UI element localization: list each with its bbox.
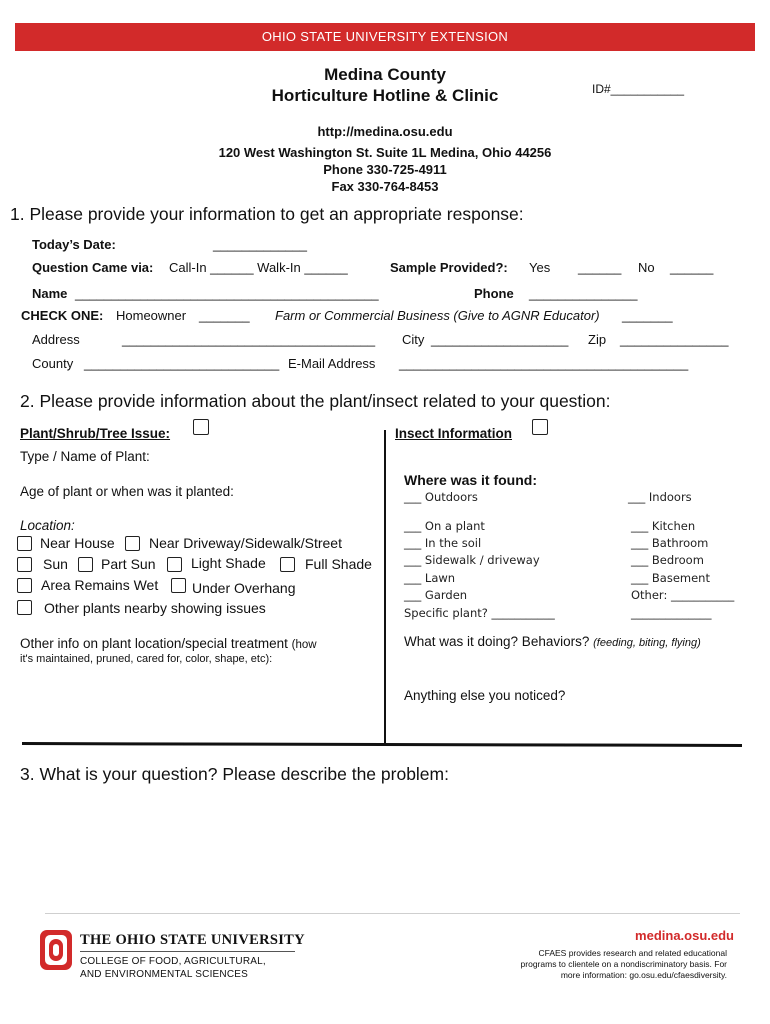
on-plant-option[interactable]: ___ On a plant	[404, 519, 485, 533]
name-label: Name	[32, 286, 68, 301]
behaviors-examples: (feeding, biting, flying)	[593, 637, 701, 649]
sun-checkbox[interactable]	[17, 557, 32, 572]
area-wet-checkbox[interactable]	[17, 578, 32, 593]
plant-issue-checkbox[interactable]	[193, 419, 209, 435]
office-phone: Phone 330-725-4911	[323, 162, 447, 177]
osu-logo-mark	[40, 930, 72, 970]
question-came-label: Question Came via:	[32, 260, 154, 275]
address-field[interactable]: ___________________________________	[122, 332, 376, 347]
sample-no-label: No	[638, 260, 655, 275]
garden-option[interactable]: ___ Garden	[404, 588, 468, 602]
farm-business-label: Farm or Commercial Business (Give to AGNR Educator)	[275, 308, 600, 323]
footer-divider	[45, 913, 740, 914]
office-fax: Fax 330-764-8453	[331, 179, 439, 194]
section2-heading: 2. Please provide information about the plant/insect related to your question:	[20, 391, 611, 411]
behaviors-text: What was it doing? Behaviors?	[404, 634, 590, 649]
insect-info-checkbox[interactable]	[532, 419, 548, 435]
todays-date-field[interactable]: _____________	[213, 237, 307, 252]
bathroom-option[interactable]: ___ Bathroom	[631, 536, 709, 550]
part-sun-label: Part Sun	[101, 556, 156, 572]
homeowner-label: Homeowner	[116, 308, 187, 323]
plant-age-label: Age of plant or when was it planted:	[20, 484, 234, 499]
light-shade-checkbox[interactable]	[167, 557, 182, 572]
disclaimer-line1: CFAES provides research and related educational	[538, 948, 727, 958]
sample-provided-label: Sample Provided?:	[390, 260, 508, 275]
behaviors-label	[404, 634, 701, 649]
outdoors-option[interactable]: ___ Outdoors	[404, 490, 478, 504]
insect-info-label: Insect Information	[395, 426, 513, 441]
full-shade-label: Full Shade	[305, 556, 372, 572]
near-driveway-label: Near Driveway/Sidewalk/Street	[149, 535, 342, 551]
phone-field[interactable]: _______________	[529, 286, 638, 301]
other-location-line[interactable]: ______________	[631, 606, 712, 620]
indoors-option[interactable]: ___ Indoors	[628, 490, 692, 504]
section3-heading: 3. What is your question? Please describe the problem:	[20, 764, 449, 784]
office-address: 120 West Washington St. Suite 1L Medina, Ohio 44256	[218, 145, 552, 160]
other-location-field[interactable]: Other: ___________	[631, 588, 735, 602]
near-driveway-checkbox[interactable]	[125, 536, 140, 551]
in-soil-option[interactable]: ___ In the soil	[404, 536, 482, 550]
extension-banner: OHIO STATE UNIVERSITY EXTENSION	[15, 23, 755, 51]
sun-label: Sun	[43, 556, 68, 572]
title-hotline: Horticulture Hotline & Clinic	[271, 86, 499, 105]
lawn-option[interactable]: ___ Lawn	[404, 571, 456, 585]
other-plants-label: Other plants nearby showing issues	[44, 600, 266, 616]
wordmark-underline	[80, 951, 295, 952]
full-shade-checkbox[interactable]	[280, 557, 295, 572]
college-line2: AND ENVIRONMENTAL SCIENCES	[80, 969, 249, 980]
location-label: Location:	[20, 518, 75, 533]
email-label: E-Mail Address	[288, 356, 376, 371]
sample-yes-label: Yes	[529, 260, 551, 275]
osu-wordmark: THE OHIO STATE UNIVERSITY	[80, 932, 305, 948]
anything-else-label: Anything else you noticed?	[404, 688, 566, 703]
part-sun-checkbox[interactable]	[78, 557, 93, 572]
other-info-paren: (how	[291, 639, 317, 651]
email-field[interactable]: ________________________________________	[399, 356, 689, 371]
plant-issue-label: Plant/Shrub/Tree Issue:	[20, 426, 171, 441]
todays-date-label: Today’s Date:	[32, 237, 116, 252]
specific-plant-field[interactable]: Specific plant? ___________	[404, 606, 555, 620]
under-overhang-checkbox[interactable]	[171, 578, 186, 593]
sidewalk-option[interactable]: ___ Sidewalk / driveway	[404, 553, 540, 567]
check-one-label: CHECK ONE:	[21, 308, 104, 323]
disclaimer-line2: programs to clientele on a nondiscriminatory basis. For	[520, 959, 727, 969]
sample-no-field[interactable]: ______	[670, 260, 714, 275]
other-info-hint: it's maintained, pruned, cared for, color, shape, etc):	[20, 653, 273, 665]
name-field[interactable]: __________________________________________	[75, 286, 379, 301]
other-info-label	[20, 636, 317, 651]
farm-business-field[interactable]: _______	[622, 308, 673, 323]
homeowner-field[interactable]: _______	[199, 308, 250, 323]
near-house-label: Near House	[40, 535, 115, 551]
college-line1: COLLEGE OF FOOD, AGRICULTURAL,	[80, 956, 266, 967]
question-came-options[interactable]: Call-In ______ Walk-In ______	[169, 260, 348, 275]
title-county: Medina County	[324, 65, 446, 84]
city-label: City	[402, 332, 425, 347]
section2-bottom-rule	[22, 742, 742, 746]
county-label: County	[32, 356, 74, 371]
where-found-label: Where was it found:	[404, 472, 537, 488]
near-house-checkbox[interactable]	[17, 536, 32, 551]
footer-site-link[interactable]: medina.osu.edu	[635, 928, 734, 943]
address-label: Address	[32, 332, 80, 347]
basement-option[interactable]: ___ Basement	[631, 571, 710, 585]
plant-type-label: Type / Name of Plant:	[20, 449, 150, 464]
disclaimer-line3: more information: go.osu.edu/cfaesdiversity.	[560, 970, 727, 980]
column-divider	[384, 430, 386, 745]
phone-label: Phone	[474, 286, 514, 301]
sample-yes-field[interactable]: ______	[578, 260, 622, 275]
website-url[interactable]: http://medina.osu.edu	[317, 124, 453, 139]
id-field[interactable]: ID#___________	[592, 82, 685, 96]
light-shade-label: Light Shade	[191, 555, 266, 571]
zip-field[interactable]: _______________	[620, 332, 729, 347]
zip-label: Zip	[588, 332, 607, 347]
under-overhang-label: Under Overhang	[192, 580, 296, 596]
bedroom-option[interactable]: ___ Bedroom	[631, 553, 704, 567]
kitchen-option[interactable]: ___ Kitchen	[631, 519, 696, 533]
area-wet-label: Area Remains Wet	[41, 577, 159, 593]
other-plants-checkbox[interactable]	[17, 600, 32, 615]
city-field[interactable]: ___________________	[431, 332, 569, 347]
other-info-text: Other info on plant location/special treatment	[20, 636, 288, 651]
county-field[interactable]: ___________________________	[84, 356, 280, 371]
section1-heading: 1. Please provide your information to get an appropriate response:	[10, 204, 524, 224]
